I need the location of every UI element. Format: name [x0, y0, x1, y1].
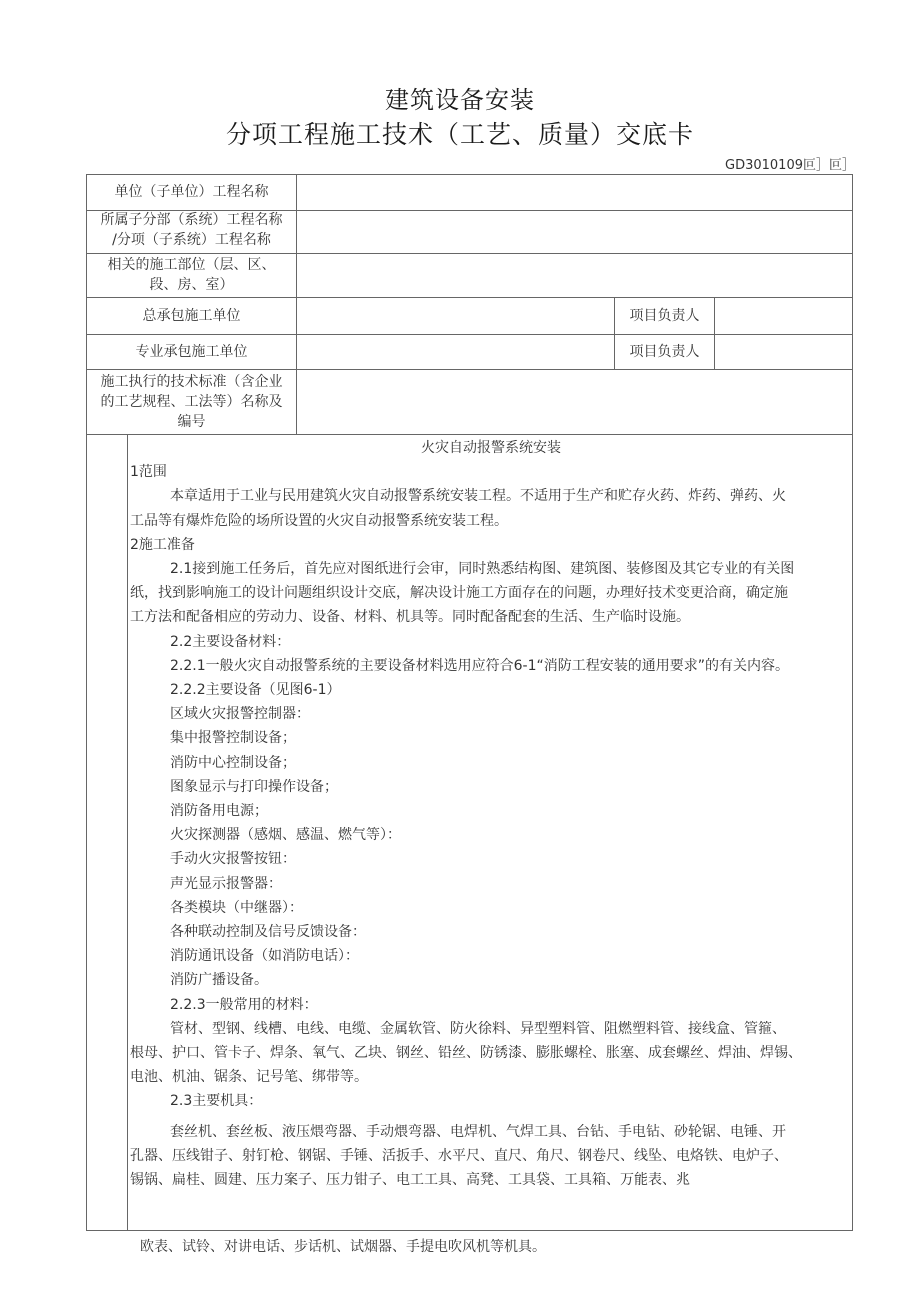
document-subtitle: 分项工程施工技术（工艺、质量）交底卡 [225, 120, 694, 149]
list-item: 图象显示与打印操作设备； [170, 778, 338, 795]
subsection-heading: 2.2.2主要设备（见图6-1） [170, 682, 341, 699]
disclosure-content [130, 436, 852, 1192]
general-contractor-label: 总承包施工单位 [142, 308, 241, 324]
continuation-text: 欧表、试铃、对讲电话、步话机、试烟器、手提电吹风机等机具。 [140, 1239, 546, 1255]
paragraph-line: 孔器、压线钳子、射钉枪、钢锯、手锤、活扳手、水平尺、直尺、角尺、钢卷尺、线坠、电烙铁、电炉子、 [130, 1147, 788, 1164]
paragraph-line: 根母、护口、管卡子、焊条、氧气、乙块、钢丝、铅丝、防锈漆、膨胀螺栓、胀塞、成套螺丝、焊油、焊锡、 [130, 1045, 802, 1062]
paragraph-line: 管材、型钢、线槽、电线、电缆、金属软管、防火徐料、异型塑料管、阻燃塑料管、接线盒、管箍、 [170, 1020, 786, 1037]
list-item: 火灾探测器（感烟、感温、燃气等）： [170, 827, 401, 844]
paragraph-line: 电池、机油、锯条、记号笔、绑带等。 [130, 1069, 368, 1086]
list-item: 声光显示报警器： [170, 875, 282, 892]
list-item: 消防广播设备。 [170, 972, 268, 989]
unit-name-label: 单位（子单位）工程名称 [114, 184, 269, 200]
location-label: 相关的施工部位（层、区、 段、房、室） [107, 257, 276, 293]
standard-label: 施工执行的技术标准（含企业 的工艺规程、工法等）名称及 编号 [100, 374, 283, 430]
subsection-heading: 2.3主要机具： [170, 1093, 263, 1110]
subsection-heading: 2.2主要设备材料： [170, 633, 291, 650]
list-item: 消防备用电源； [170, 803, 268, 820]
list-item: 手动火灾报警按钮： [170, 851, 296, 868]
list-item: 集中报警控制设备； [170, 730, 296, 747]
subsection-heading: 2.2.3一般常用的材料： [170, 996, 318, 1013]
list-item: 各类模块（中继器）： [170, 899, 303, 916]
project-manager-label: 项目负责人 [629, 344, 700, 360]
list-item: 区域火灾报警控制器： [170, 706, 310, 723]
paragraph-line: 工品等有爆炸危险的场所设置的火灾自动报警系统安装工程。 [130, 512, 508, 529]
paragraph-line: 2.2.1一般火灾自动报警系统的主要设备材料选用应符合6-1“消防工程安装的通用要求”的有关内容。 [170, 657, 789, 674]
section-title: 火灾自动报警系统安装 [421, 440, 561, 456]
section-heading: 2施工准备 [130, 536, 195, 553]
paragraph-line: 本章适用于工业与民用建筑火灾自动报警系统安装工程。不适用于生产和贮存火药、炸药、弹药、火 [170, 488, 786, 505]
paragraph-line: 纸，找到影响施工的设计问题组织设计交底，解决设计施工方面存在的问题，办理好技术变更洽商，确定施 [130, 585, 788, 602]
paragraph-line: 工方法和配备相应的劳动力、设备、材料、机具等。同时配备配套的生活、生产临时设施。 [130, 609, 690, 626]
list-item: 各种联动控制及信号反馈设备： [170, 924, 366, 941]
list-item: 消防通讯设备（如消防电话）： [170, 948, 359, 965]
document-title: 建筑设备安装 [385, 86, 535, 114]
paragraph-line: 2.1接到施工任务后，首先应对图纸进行会审，同时熟悉结构图、建筑图、装修图及其它专业的有关图 [170, 561, 795, 578]
paragraph-line: 锡锅、扁桂、圆建、压力案子、压力钳子、电工工具、高凳、工具袋、工具箱、万能表、兆 [130, 1172, 690, 1189]
section-heading: 1范围 [130, 464, 167, 481]
project-manager-label: 项目负责人 [629, 308, 700, 324]
list-item: 消防中心控制设备； [170, 754, 296, 771]
subdivision-label: 所属子分部（系统）工程名称 /分项（子系统）工程名称 [100, 212, 283, 248]
paragraph-line: 套丝机、套丝板、液压煨弯器、手动煨弯器、电焊机、气焊工具、台钻、手电钻、砂轮锯、电锤、开 [170, 1123, 786, 1140]
document-code: GD3010109叵］叵］ [725, 158, 855, 173]
specialty-contractor-label: 专业承包施工单位 [135, 344, 248, 360]
